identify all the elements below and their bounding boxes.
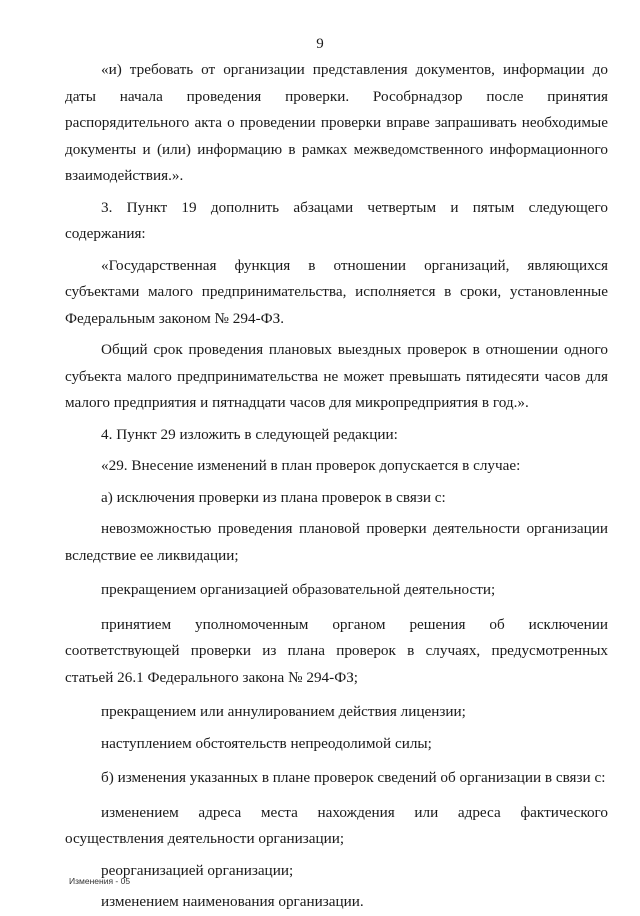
- paragraph: наступлением обстоятельств непреодолимой силы;: [101, 734, 432, 752]
- paragraph: изменением адреса места нахождения или адреса фактического осуществления деятельности организации;: [65, 803, 608, 847]
- page-number: 9: [316, 36, 324, 52]
- paragraph: «29. Внесение изменений в план проверок допускается в случае:: [101, 457, 521, 474]
- paragraph: прекращением или аннулированием действия лицензии;: [101, 703, 466, 720]
- paragraph: «и) требовать от организации представления документов, информации до даты начала проведения проверки. Рособрнадзор после принятия распорядительного акта о проведении проверки вправе запрашивать необходимые документы и (или) информацию в рамках межведомственного информационного взаимодействия.».: [65, 61, 608, 184]
- paragraph: невозможностью проведения плановой проверки деятельности организации вследствие ее ликвидации;: [65, 520, 608, 564]
- document-body: [65, 57, 608, 916]
- paragraph: 3. Пункт 19 дополнить абзацами четвертым и пятым следующего содержания:: [65, 198, 608, 242]
- footer-note: Изменения - 05: [69, 876, 131, 886]
- paragraph: изменением наименования организации.: [101, 893, 364, 910]
- paragraph: б) изменения указанных в плане проверок сведений об организации в связи с:: [101, 769, 606, 786]
- paragraph: а) исключения проверки из плана проверок в связи с:: [101, 488, 446, 506]
- paragraph: «Государственная функция в отношении организаций, являющихся субъектами малого предпринимательства, исполняется в сроки, установленные Федеральным законом № 294-ФЗ.: [65, 256, 608, 327]
- paragraph: 4. Пункт 29 изложить в следующей редакции:: [101, 425, 398, 443]
- paragraph: прекращением организацией образовательной деятельности;: [101, 581, 496, 598]
- paragraph: реорганизацией организации;: [101, 861, 294, 879]
- paragraph: принятием уполномоченным органом решения об исключении соответствующей проверки из плана проверок в случаях, предусмотренных статьей 26.1 Федерального закона № 294-ФЗ;: [65, 615, 608, 686]
- paragraph: Общий срок проведения плановых выездных проверок в отношении одного субъекта малого предпринимательства не может превышать пятидесяти часов для малого предприятия и пятнадцати часов для микропредприятия в год.».: [65, 341, 608, 411]
